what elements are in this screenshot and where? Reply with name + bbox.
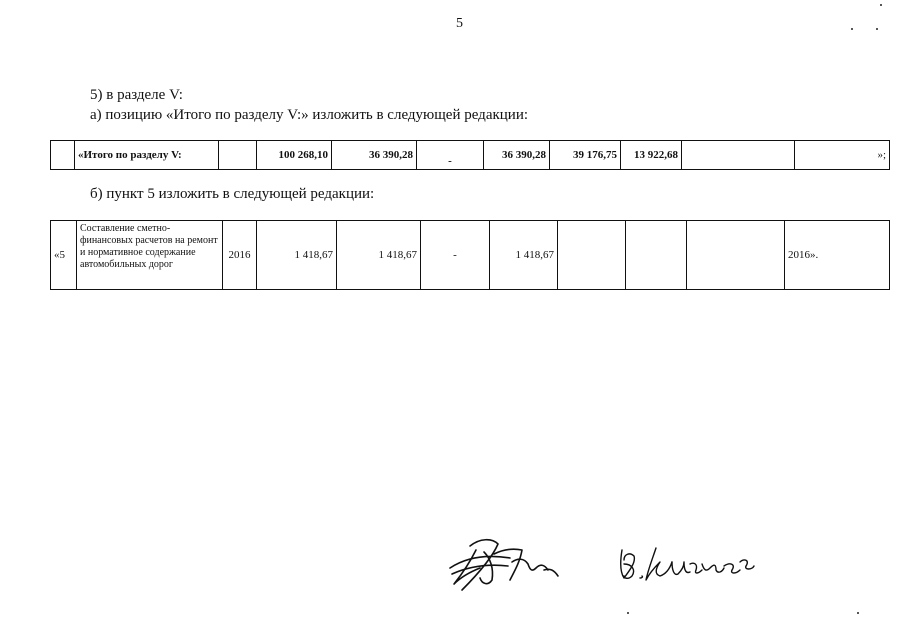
value-dash: - bbox=[417, 141, 484, 170]
value-cell: 39 176,75 bbox=[550, 141, 621, 170]
page-number: 5 bbox=[456, 16, 463, 31]
value-cell: 1 418,67 bbox=[337, 221, 421, 290]
scan-speck bbox=[880, 4, 882, 6]
value-cell: 13 922,68 bbox=[621, 141, 682, 170]
scan-speck bbox=[857, 612, 859, 614]
value-cell: 1 418,67 bbox=[490, 221, 558, 290]
scan-speck bbox=[627, 612, 629, 614]
cell-empty bbox=[682, 141, 795, 170]
closing-quote: »; bbox=[795, 141, 890, 170]
cell-empty bbox=[687, 221, 785, 290]
scan-speck bbox=[851, 28, 853, 30]
item5-table bbox=[50, 220, 890, 290]
total-table bbox=[50, 140, 890, 170]
cell-empty bbox=[626, 221, 687, 290]
value-dash: - bbox=[421, 221, 490, 290]
signature-left-text bbox=[0, 0, 1, 1]
value-cell: 36 390,28 bbox=[332, 141, 417, 170]
cell-empty bbox=[51, 141, 75, 170]
item-total: 1 418,67 bbox=[257, 221, 337, 290]
signature-right-text bbox=[0, 0, 1, 1]
total-label: «Итого по разделу V: bbox=[75, 141, 219, 170]
item-number: «5 bbox=[51, 221, 77, 290]
signature-left bbox=[440, 528, 570, 598]
total-value: 100 268,10 bbox=[257, 141, 332, 170]
cell-empty bbox=[219, 141, 257, 170]
item-a-text: а) позицию «Итого по разделу V:» изложить в следующей редакции: bbox=[90, 107, 529, 123]
item-year: 2016 bbox=[223, 221, 257, 290]
item5-row bbox=[51, 221, 890, 290]
value-cell: 36 390,28 bbox=[484, 141, 550, 170]
item-end-year: 2016». bbox=[785, 221, 890, 290]
cell-empty bbox=[558, 221, 626, 290]
scan-speck bbox=[876, 28, 878, 30]
item-description: Составление сметно-финансовых расчетов на ремонт и нормативное содержание автомобильных дорог bbox=[77, 221, 223, 290]
section-heading: 5) в разделе V: bbox=[90, 87, 183, 103]
item-b-text: б) пункт 5 изложить в следующей редакции: bbox=[90, 186, 375, 202]
signature-right bbox=[612, 540, 762, 590]
total-row bbox=[51, 141, 890, 170]
